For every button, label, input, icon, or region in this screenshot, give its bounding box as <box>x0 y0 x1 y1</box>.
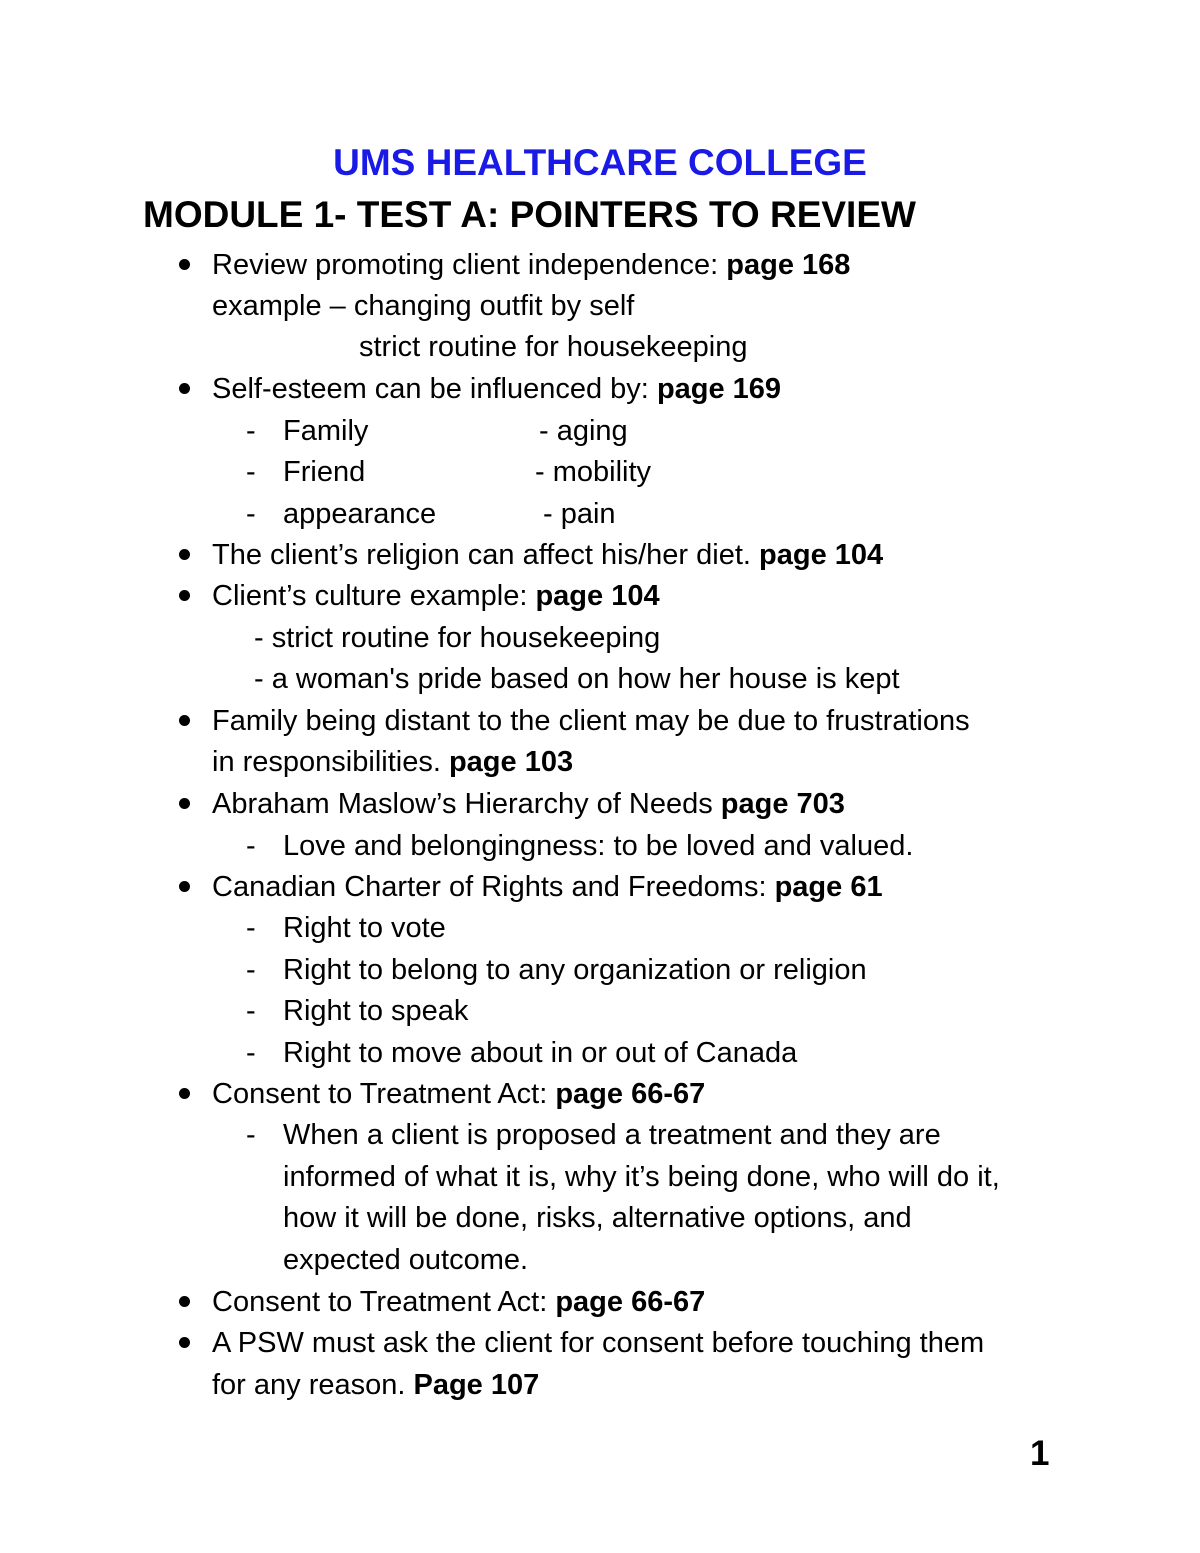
item-3: The client’s religion can affect his/her diet. page 104 <box>212 539 884 571</box>
sub-item-cont: expected outcome. <box>283 1244 529 1276</box>
bullet-icon <box>179 715 190 726</box>
sub-item-cont: informed of what it is, why it’s being done, who will do it, <box>283 1161 1000 1193</box>
sub-item: Right to vote <box>283 912 446 944</box>
bullet-icon <box>179 590 190 601</box>
sub-item: - aging <box>539 415 628 447</box>
module-title: MODULE 1- TEST A: POINTERS TO REVIEW <box>143 194 916 235</box>
item-10: A PSW must ask the client for consent before touching them <box>212 1327 985 1359</box>
item-1: Review promoting client independence: page 168 <box>212 249 851 281</box>
item-4: Client’s culture example: page 104 <box>212 580 660 612</box>
dash-icon: - <box>246 830 256 862</box>
dash-icon: - <box>246 498 256 530</box>
item-5: Family being distant to the client may be due to frustrations <box>212 705 970 737</box>
bullet-icon <box>179 1296 190 1307</box>
sub-item: Right to move about in or out of Canada <box>283 1037 798 1069</box>
item-1-example-2: strict routine for housekeeping <box>359 331 748 363</box>
bullet-icon <box>179 259 190 270</box>
bullet-icon <box>179 1088 190 1099</box>
item-6: Abraham Maslow’s Hierarchy of Needs page 703 <box>212 788 845 820</box>
bullet-icon <box>179 549 190 560</box>
sub-item: - a woman's pride based on how her house is kept <box>254 663 900 695</box>
item-8: Consent to Treatment Act: page 66-67 <box>212 1078 706 1110</box>
item-9: Consent to Treatment Act: page 66-67 <box>212 1286 706 1318</box>
sub-item: Right to belong to any organization or religion <box>283 954 867 986</box>
sub-item: Family <box>283 415 369 447</box>
item-7: Canadian Charter of Rights and Freedoms: page 61 <box>212 871 883 903</box>
sub-item: Love and belongingness: to be loved and valued. <box>283 830 914 862</box>
sub-item: When a client is proposed a treatment and they are <box>283 1119 941 1151</box>
sub-item: - strict routine for housekeeping <box>254 622 661 654</box>
dash-icon: - <box>246 1037 256 1069</box>
dash-icon: - <box>246 415 256 447</box>
page-number: 1 <box>1030 1434 1050 1473</box>
bullet-icon <box>179 1337 190 1348</box>
dash-icon: - <box>246 954 256 986</box>
dash-icon: - <box>246 456 256 488</box>
sub-item: appearance <box>283 498 437 530</box>
item-5-cont: in responsibilities. page 103 <box>212 746 574 778</box>
dash-icon: - <box>246 912 256 944</box>
bullet-icon <box>179 881 190 892</box>
item-2: Self-esteem can be influenced by: page 169 <box>212 373 782 405</box>
sub-item: Friend <box>283 456 366 488</box>
item-1-example: example – changing outfit by self <box>212 290 635 322</box>
college-name: UMS HEALTHCARE COLLEGE <box>333 142 867 183</box>
sub-item: Right to speak <box>283 995 469 1027</box>
bullet-icon <box>179 798 190 809</box>
item-10-cont: for any reason. Page 107 <box>212 1369 540 1401</box>
dash-icon: - <box>246 995 256 1027</box>
bullet-icon <box>179 383 190 394</box>
sub-item: - pain <box>543 498 616 530</box>
sub-item-cont: how it will be done, risks, alternative options, and <box>283 1202 912 1234</box>
dash-icon: - <box>246 1119 256 1151</box>
sub-item: - mobility <box>535 456 652 488</box>
